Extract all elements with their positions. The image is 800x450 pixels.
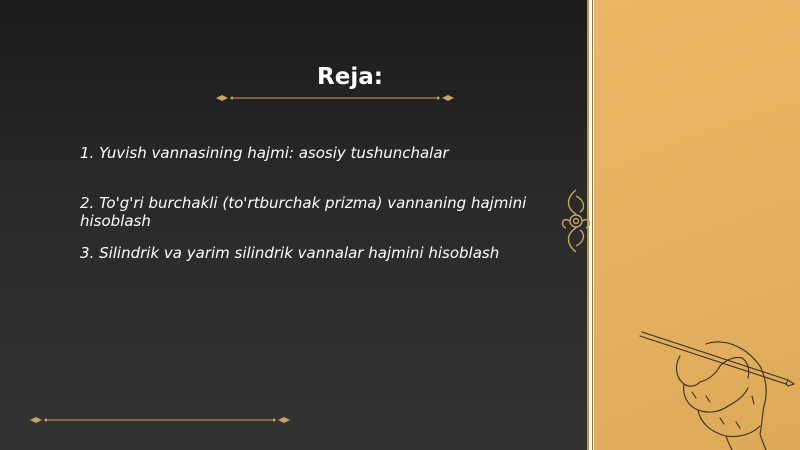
- scroll-ornament-icon: [556, 186, 596, 256]
- slide-title: Reja:: [317, 64, 383, 90]
- bottom-divider-icon: [28, 414, 292, 426]
- ornament-divider-icon: [214, 92, 456, 104]
- agenda-item-1: 1. Yuvish vannasining hajmi: asosiy tushunchalar: [80, 144, 449, 162]
- agenda-item-2: 2. To'g'ri burchakli (to'rtburchak prizma) vannaning hajmini hisoblash: [80, 194, 527, 230]
- hand-holding-pen-icon: [636, 326, 800, 450]
- agenda-item-3: 3. Silindrik va yarim silindrik vannalar hajmini hisoblash: [80, 244, 500, 262]
